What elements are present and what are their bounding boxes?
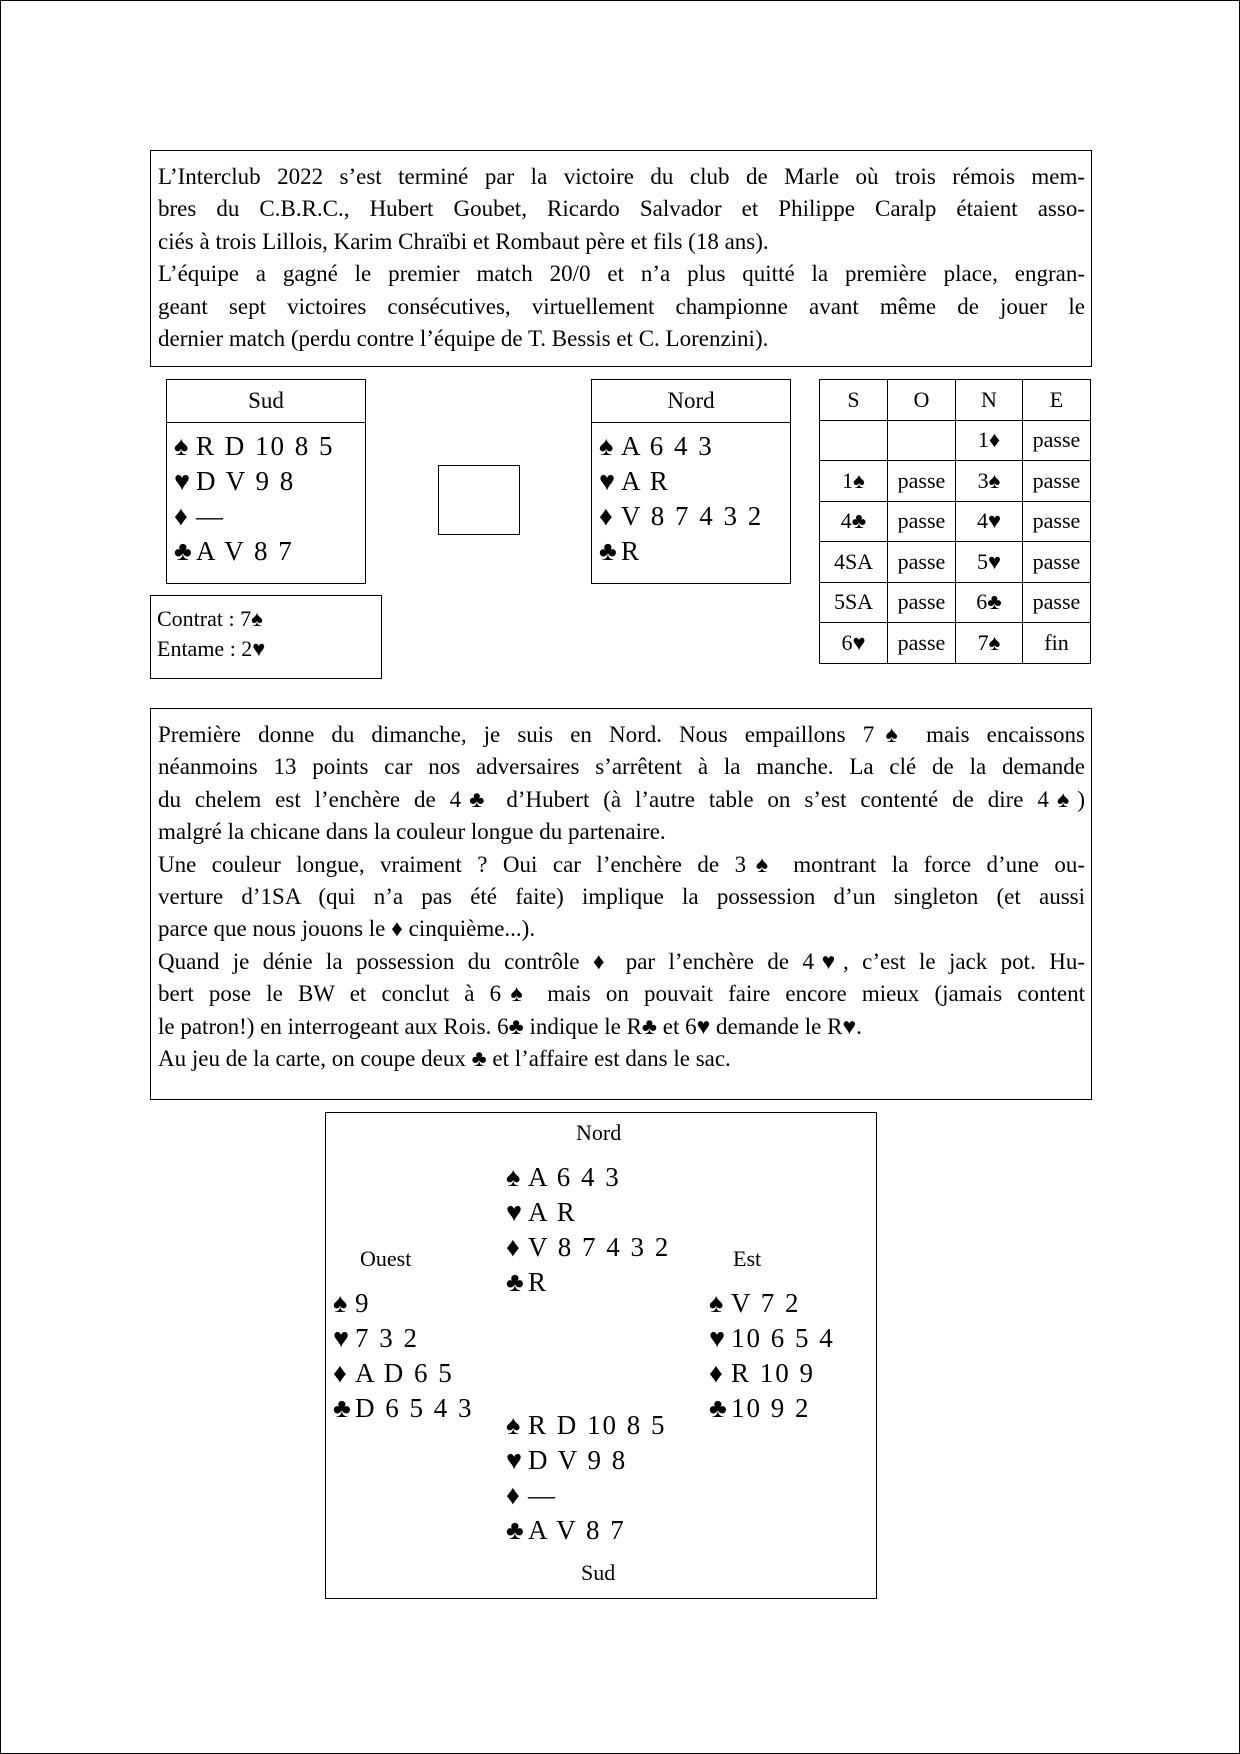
bidding-header: N bbox=[956, 380, 1023, 421]
diamonds-line bbox=[174, 499, 365, 534]
clubs-line bbox=[174, 534, 365, 569]
clubs-cards: A V 8 7 bbox=[196, 536, 294, 566]
bid-cell: passe bbox=[888, 461, 956, 502]
bid-cell bbox=[888, 420, 956, 461]
clubs-line bbox=[599, 534, 790, 569]
club-icon: ♣ bbox=[599, 536, 617, 566]
hearts-cards: 7 3 2 bbox=[355, 1323, 419, 1353]
diamonds-line bbox=[506, 1230, 670, 1265]
spades-line bbox=[506, 1408, 667, 1443]
clubs-line bbox=[506, 1513, 667, 1548]
contract-box bbox=[150, 595, 382, 679]
clubs-cards: D 6 5 4 3 bbox=[355, 1393, 474, 1423]
diamonds-line bbox=[506, 1478, 667, 1513]
deal-south-hand bbox=[506, 1408, 667, 1548]
diamonds-cards: R 10 9 bbox=[731, 1358, 816, 1388]
bidding-row bbox=[820, 623, 1091, 664]
clubs-line bbox=[709, 1391, 835, 1426]
diamond-icon: ♦ bbox=[506, 1480, 520, 1510]
bid-cell: 4♣ bbox=[820, 501, 888, 542]
diamond-icon: ♦ bbox=[599, 501, 613, 531]
diamonds-cards: — bbox=[528, 1480, 557, 1510]
hearts-line bbox=[709, 1321, 835, 1356]
spade-icon: ♠ bbox=[599, 431, 614, 461]
intro-text-box bbox=[150, 150, 1092, 367]
bid-cell: passe bbox=[1023, 420, 1091, 461]
intro-line: ciés à trois Lillois, Karim Chraïbi et Rombaut père et fils (18 ans). bbox=[158, 228, 769, 254]
bidding-row bbox=[820, 461, 1091, 502]
spades-cards: A 6 4 3 bbox=[528, 1162, 621, 1192]
table-square bbox=[438, 465, 520, 535]
commentary-line: néanmoins 13 points car nos adversaires s’arrêtent à la manche. La clé de la demande bbox=[158, 754, 1085, 780]
heart-icon: ♥ bbox=[333, 1323, 350, 1353]
contract-label: Contrat : 7♠ bbox=[157, 606, 263, 631]
diamond-icon: ♦ bbox=[709, 1358, 723, 1388]
bid-cell: passe bbox=[888, 542, 956, 583]
intro-line: bres du C.B.R.C., Hubert Goubet, Ricardo Salvador et Philippe Caralp étaient asso- bbox=[158, 196, 1085, 222]
commentary-line: malgré la chicane dans la couleur longue du partenaire. bbox=[158, 819, 666, 845]
commentary-line: le patron!) en interrogeant aux Rois. 6♣ indique le R♣ et 6♥ demande le R♥. bbox=[158, 1013, 862, 1039]
deal-east-label: Est bbox=[733, 1246, 762, 1271]
deal-west-label: Ouest bbox=[360, 1246, 412, 1271]
south-hand-box bbox=[166, 379, 366, 584]
hearts-line bbox=[174, 464, 365, 499]
intro-line: L’Interclub 2022 s’est terminé par la victoire du club de Marle où trois rémois mem- bbox=[158, 164, 1085, 189]
bidding-row bbox=[820, 582, 1091, 623]
bid-cell bbox=[820, 420, 888, 461]
deal-west-hand bbox=[333, 1286, 474, 1426]
spades-line bbox=[333, 1286, 474, 1321]
clubs-cards: R bbox=[528, 1267, 549, 1297]
hearts-line bbox=[506, 1195, 670, 1230]
spades-cards: R D 10 8 5 bbox=[196, 431, 335, 461]
commentary-line: bert pose le BW et conclut à 6♠ mais on pouvait faire encore mieux (jamais content bbox=[158, 981, 1085, 1007]
commentary-line: verture d’1SA (qui n’a pas été faite) implique la possession d’un singleton (et aussi bbox=[158, 884, 1085, 910]
diamond-icon: ♦ bbox=[506, 1232, 520, 1262]
spades-line bbox=[174, 429, 365, 464]
club-icon: ♣ bbox=[506, 1267, 524, 1297]
spades-cards: A 6 4 3 bbox=[621, 431, 714, 461]
deal-east-hand bbox=[709, 1286, 835, 1426]
spade-icon: ♠ bbox=[506, 1410, 521, 1440]
club-icon: ♣ bbox=[174, 536, 192, 566]
bid-cell: passe bbox=[1023, 542, 1091, 583]
bid-cell: 6♣ bbox=[956, 582, 1023, 623]
bid-cell: passe bbox=[1023, 501, 1091, 542]
commentary-line: Une couleur longue, vraiment ? Oui car l’enchère de 3♠ montrant la force d’une ou- bbox=[158, 851, 1085, 877]
club-icon: ♣ bbox=[709, 1393, 727, 1423]
heart-icon: ♥ bbox=[174, 466, 191, 496]
clubs-cards: A V 8 7 bbox=[528, 1515, 626, 1545]
spade-icon: ♠ bbox=[174, 431, 189, 461]
bidding-header: E bbox=[1023, 380, 1091, 421]
north-hand-title: Nord bbox=[592, 380, 790, 423]
club-icon: ♣ bbox=[333, 1393, 351, 1423]
heart-icon: ♥ bbox=[506, 1197, 523, 1227]
deal-north-hand bbox=[506, 1160, 670, 1300]
heart-icon: ♥ bbox=[599, 466, 616, 496]
diamond-icon: ♦ bbox=[333, 1358, 347, 1388]
clubs-cards: 10 9 2 bbox=[731, 1393, 811, 1423]
intro-line: geant sept victoires consécutives, virtuellement championne avant même de jouer le bbox=[158, 293, 1085, 319]
commentary-box bbox=[150, 708, 1092, 1100]
spades-cards: V 7 2 bbox=[731, 1288, 801, 1318]
bid-cell: 5SA bbox=[820, 582, 888, 623]
commentary-line: du chelem est l’enchère de 4♣ d’Hubert (à l’autre table on s’est contenté de dire 4♠) bbox=[158, 786, 1085, 812]
hearts-cards: A R bbox=[621, 466, 670, 496]
club-icon: ♣ bbox=[506, 1515, 524, 1545]
spades-line bbox=[709, 1286, 835, 1321]
hearts-line bbox=[599, 464, 790, 499]
clubs-cards: R bbox=[621, 536, 642, 566]
spade-icon: ♠ bbox=[709, 1288, 724, 1318]
bidding-header: S bbox=[820, 380, 888, 421]
bidding-header-row bbox=[820, 380, 1091, 421]
bid-cell: passe bbox=[888, 501, 956, 542]
north-hand-box bbox=[591, 379, 791, 584]
bid-cell: 4SA bbox=[820, 542, 888, 583]
diamonds-cards: V 8 7 4 3 2 bbox=[528, 1232, 671, 1262]
bid-cell: 6♥ bbox=[820, 623, 888, 664]
diamonds-cards: V 8 7 4 3 2 bbox=[621, 501, 764, 531]
diamonds-line bbox=[709, 1356, 835, 1391]
bid-cell: fin bbox=[1023, 623, 1091, 664]
diamonds-cards: A D 6 5 bbox=[355, 1358, 454, 1388]
bid-cell: passe bbox=[1023, 582, 1091, 623]
clubs-line bbox=[506, 1265, 670, 1300]
bid-cell: passe bbox=[1023, 461, 1091, 502]
hearts-cards: A R bbox=[528, 1197, 577, 1227]
intro-line: dernier match (perdu contre l’équipe de T. Bessis et C. Lorenzini). bbox=[158, 326, 769, 352]
diamonds-cards: — bbox=[196, 501, 225, 531]
bid-cell: 3♠ bbox=[956, 461, 1023, 502]
bidding-header: O bbox=[888, 380, 956, 421]
bidding-row bbox=[820, 420, 1091, 461]
diamonds-line bbox=[333, 1356, 474, 1391]
bid-cell: passe bbox=[888, 623, 956, 664]
spade-icon: ♠ bbox=[333, 1288, 348, 1318]
bid-cell: 4♥ bbox=[956, 501, 1023, 542]
hearts-line bbox=[506, 1443, 667, 1478]
bidding-row bbox=[820, 542, 1091, 583]
commentary-line: Quand je dénie la possession du contrôle ♦ par l’enchère de 4♥, c’est le jack pot. Hu- bbox=[158, 948, 1085, 974]
hearts-line bbox=[333, 1321, 474, 1356]
south-hand-title: Sud bbox=[167, 380, 365, 423]
heart-icon: ♥ bbox=[709, 1323, 726, 1353]
bid-cell: passe bbox=[888, 582, 956, 623]
spade-icon: ♠ bbox=[506, 1162, 521, 1192]
diamond-icon: ♦ bbox=[174, 501, 188, 531]
heart-icon: ♥ bbox=[506, 1445, 523, 1475]
clubs-line bbox=[333, 1391, 474, 1426]
spades-line bbox=[599, 429, 790, 464]
deal-north-label: Nord bbox=[576, 1120, 622, 1145]
bid-cell: 5♥ bbox=[956, 542, 1023, 583]
hearts-cards: D V 9 8 bbox=[528, 1445, 628, 1475]
commentary-line: parce que nous jouons le ♦ cinquième...). bbox=[158, 916, 536, 942]
bid-cell: 1♠ bbox=[820, 461, 888, 502]
intro-line: L’équipe a gagné le premier match 20/0 et n’a plus quitté la première place, engran- bbox=[158, 261, 1085, 287]
hearts-cards: D V 9 8 bbox=[196, 466, 296, 496]
commentary-line: Première donne du dimanche, je suis en Nord. Nous empaillons 7♠ mais encaissons bbox=[158, 722, 1085, 747]
deal-south-label: Sud bbox=[581, 1560, 616, 1585]
spades-cards: R D 10 8 5 bbox=[528, 1410, 667, 1440]
deal-diagram bbox=[325, 1112, 877, 1599]
lead-label: Entame : 2♥ bbox=[157, 636, 266, 661]
spades-line bbox=[506, 1160, 670, 1195]
bidding-table bbox=[819, 379, 1091, 664]
spades-cards: 9 bbox=[355, 1288, 371, 1318]
bid-cell: 1♦ bbox=[956, 420, 1023, 461]
hearts-cards: 10 6 5 4 bbox=[731, 1323, 835, 1353]
north-hand-cards bbox=[592, 423, 790, 569]
diamonds-line bbox=[599, 499, 790, 534]
bidding-row bbox=[820, 501, 1091, 542]
bid-cell: 7♠ bbox=[956, 623, 1023, 664]
south-hand-cards bbox=[167, 423, 365, 569]
commentary-line: Au jeu de la carte, on coupe deux ♣ et l’affaire est dans le sac. bbox=[158, 1046, 731, 1072]
